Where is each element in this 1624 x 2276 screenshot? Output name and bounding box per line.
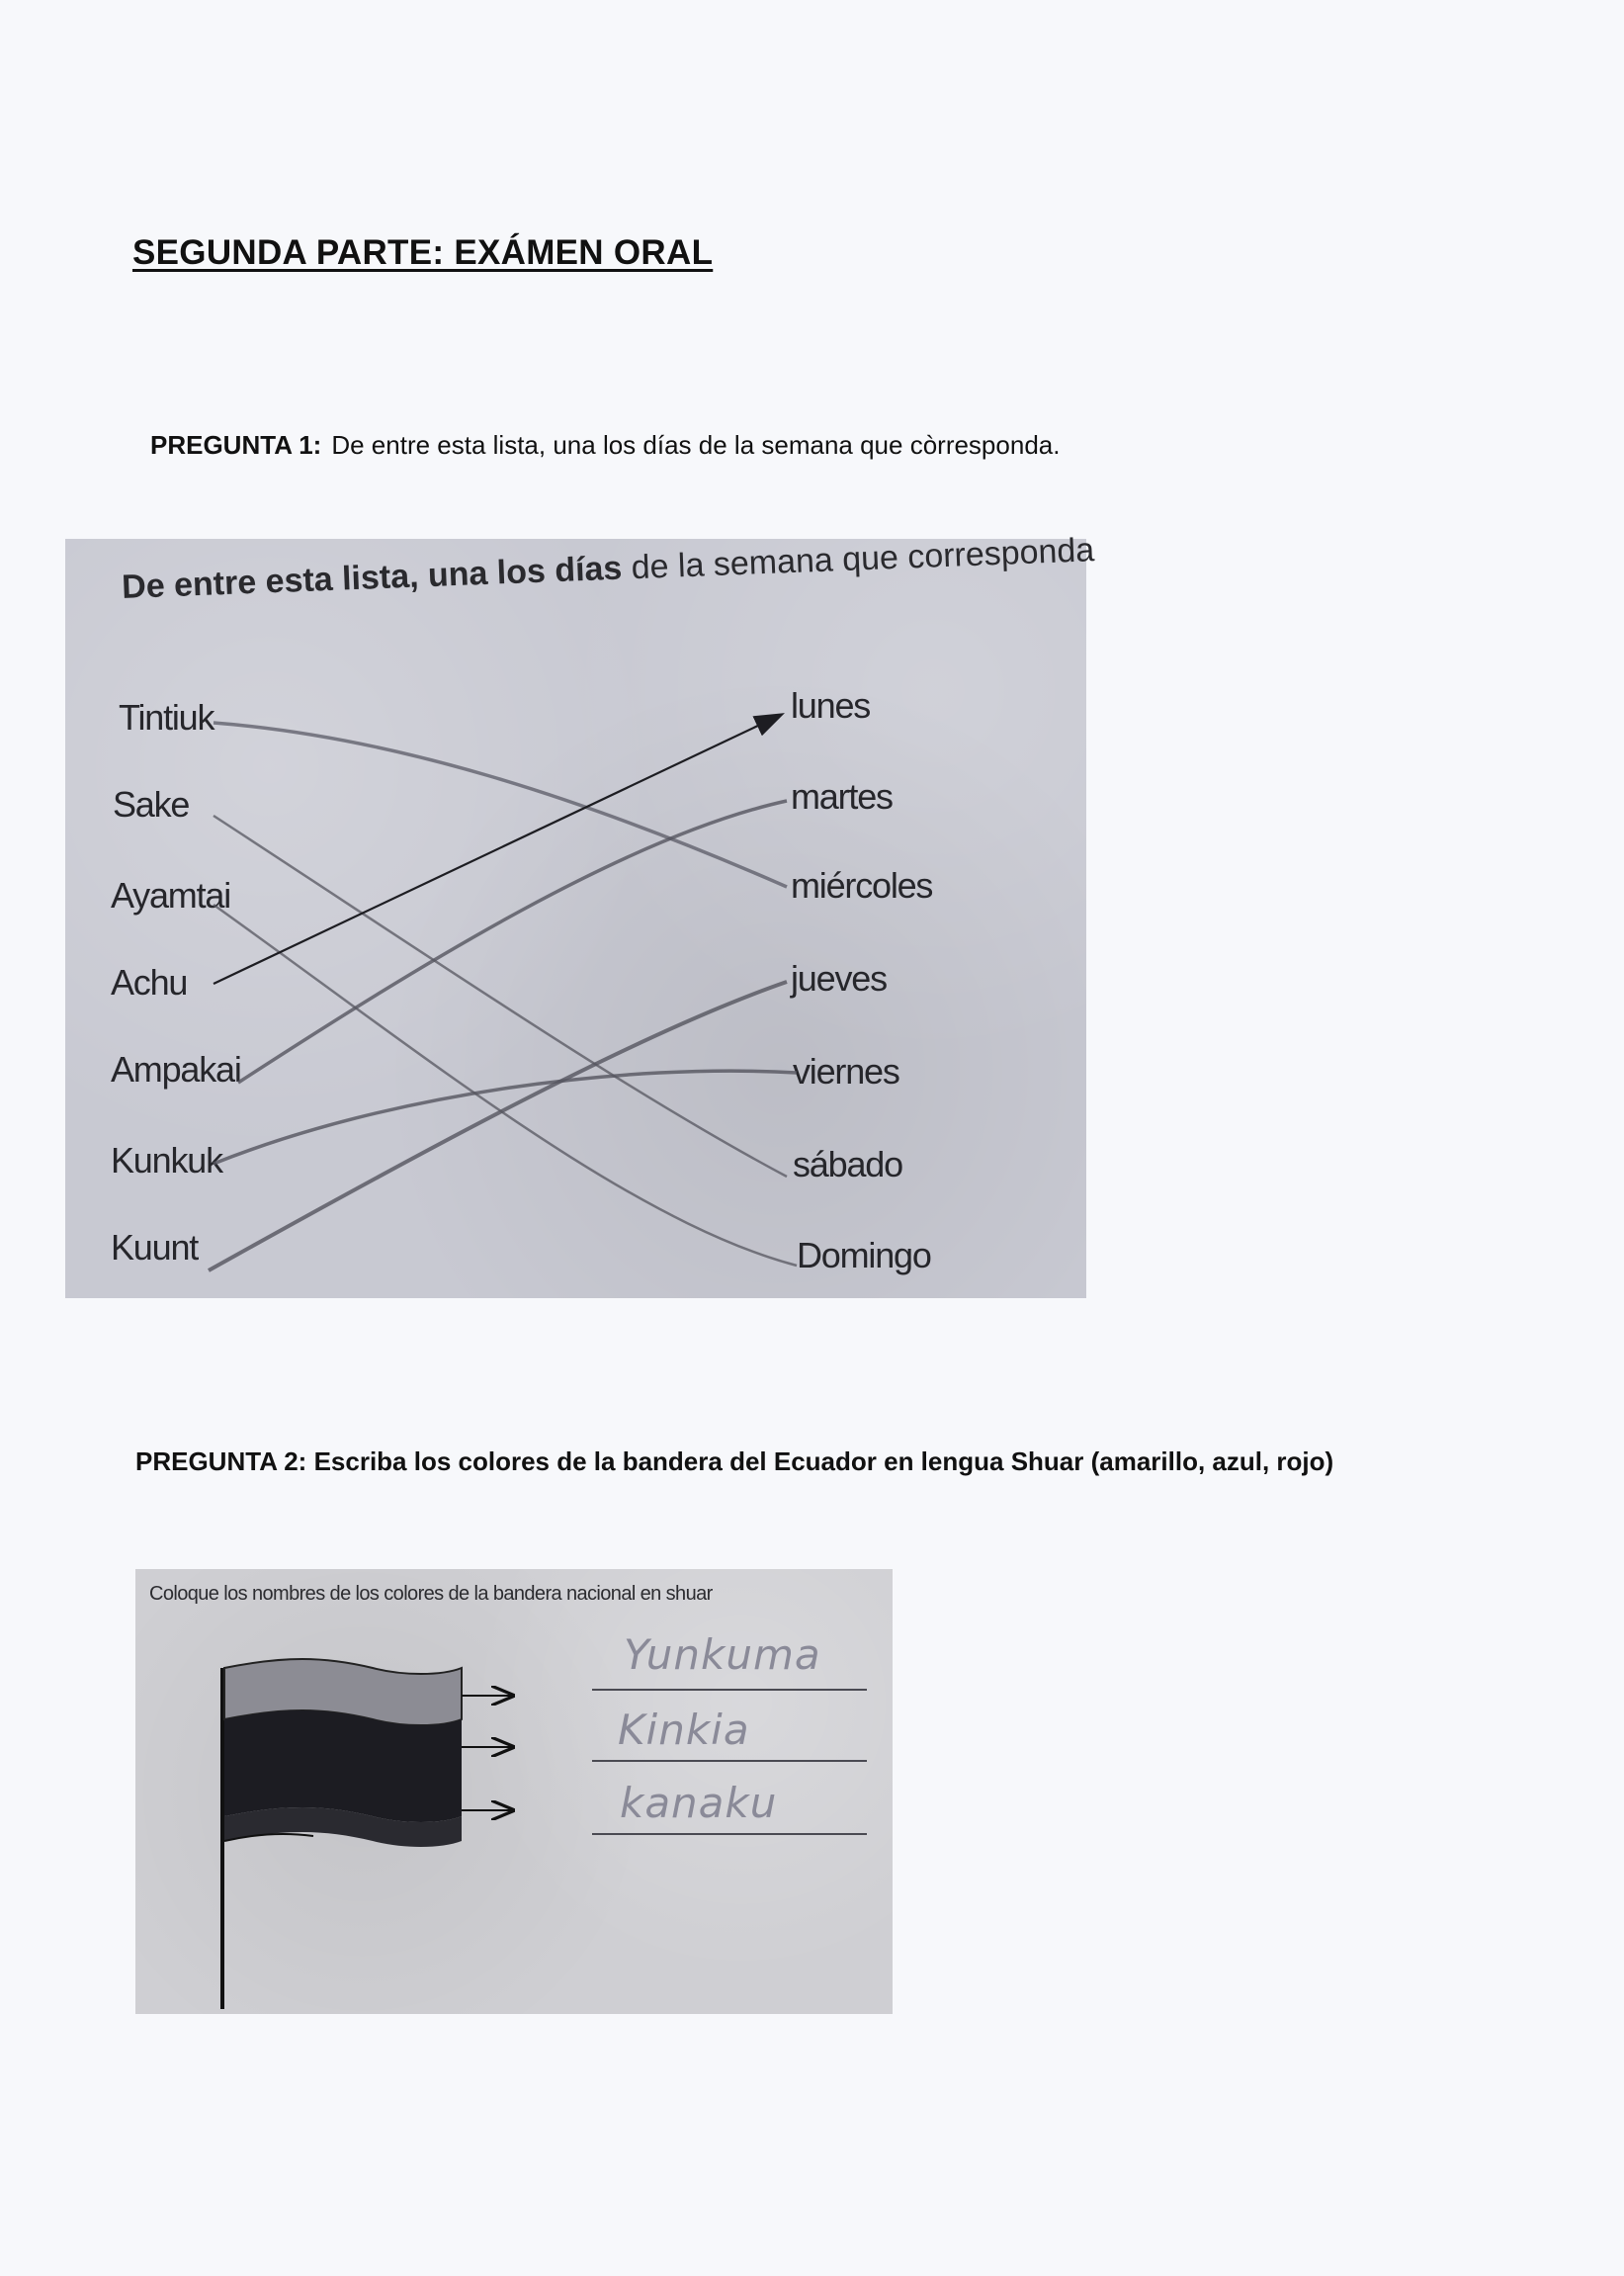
shuar-word: Tintiuk bbox=[119, 697, 214, 738]
question-1 bbox=[150, 430, 1060, 461]
exercise-2-caption: Coloque los nombres de los colores de la bandera nacional en shuar bbox=[149, 1583, 713, 1605]
shuar-word: Ayamtai bbox=[111, 875, 230, 916]
spanish-day: martes bbox=[791, 776, 893, 817]
matching-lines bbox=[65, 539, 1086, 1298]
spanish-day: lunes bbox=[791, 685, 871, 726]
handwritten-answer-yellow: Yunkuma bbox=[624, 1630, 821, 1679]
spanish-day: miércoles bbox=[791, 865, 933, 906]
match-line-ayamtai-domingo bbox=[214, 905, 797, 1266]
question-2: PREGUNTA 2: Escriba los colores de la bandera del Ecuador en lengua Shuar (amarillo, azul, rojo) bbox=[135, 1446, 1334, 1476]
shuar-word: Ampakai bbox=[111, 1049, 241, 1090]
question-1-text: De entre esta lista, una los días de la semana que còrresponda. bbox=[331, 430, 1061, 460]
question-1-label: PREGUNTA 1: bbox=[150, 430, 322, 460]
match-line-sake-sabado bbox=[214, 816, 787, 1177]
match-line-kunkuk-viernes bbox=[214, 1071, 797, 1164]
shuar-word: Kuunt bbox=[111, 1227, 199, 1268]
handwritten-answer-blue: Kinkia bbox=[618, 1706, 750, 1754]
flag-stripe-blue bbox=[224, 1710, 462, 1822]
shuar-word: Achu bbox=[111, 962, 188, 1003]
match-line-tintiuk-miercoles bbox=[214, 723, 787, 887]
spanish-day: Domingo bbox=[797, 1235, 931, 1275]
section-title: SEGUNDA PARTE: EXÁMEN ORAL bbox=[132, 233, 714, 272]
shuar-word: Kunkuk bbox=[111, 1140, 222, 1181]
exercise-1-header-bold: De entre esta lista, una los bbox=[121, 552, 547, 607]
flag-exercise-scan bbox=[135, 1569, 893, 2014]
match-line-kuunt-jueves bbox=[209, 982, 787, 1270]
spanish-day: sábado bbox=[793, 1144, 902, 1184]
spanish-day: jueves bbox=[791, 958, 887, 999]
shuar-word: Sake bbox=[113, 784, 190, 825]
exercise-1-header-bold2: días bbox=[554, 549, 624, 590]
exercise-1-header-rest: de la semana que corresponda bbox=[631, 531, 1095, 587]
handwritten-answer-red: kanaku bbox=[620, 1779, 778, 1827]
matching-exercise-scan bbox=[65, 531, 1095, 1298]
spanish-day: viernes bbox=[793, 1051, 899, 1092]
